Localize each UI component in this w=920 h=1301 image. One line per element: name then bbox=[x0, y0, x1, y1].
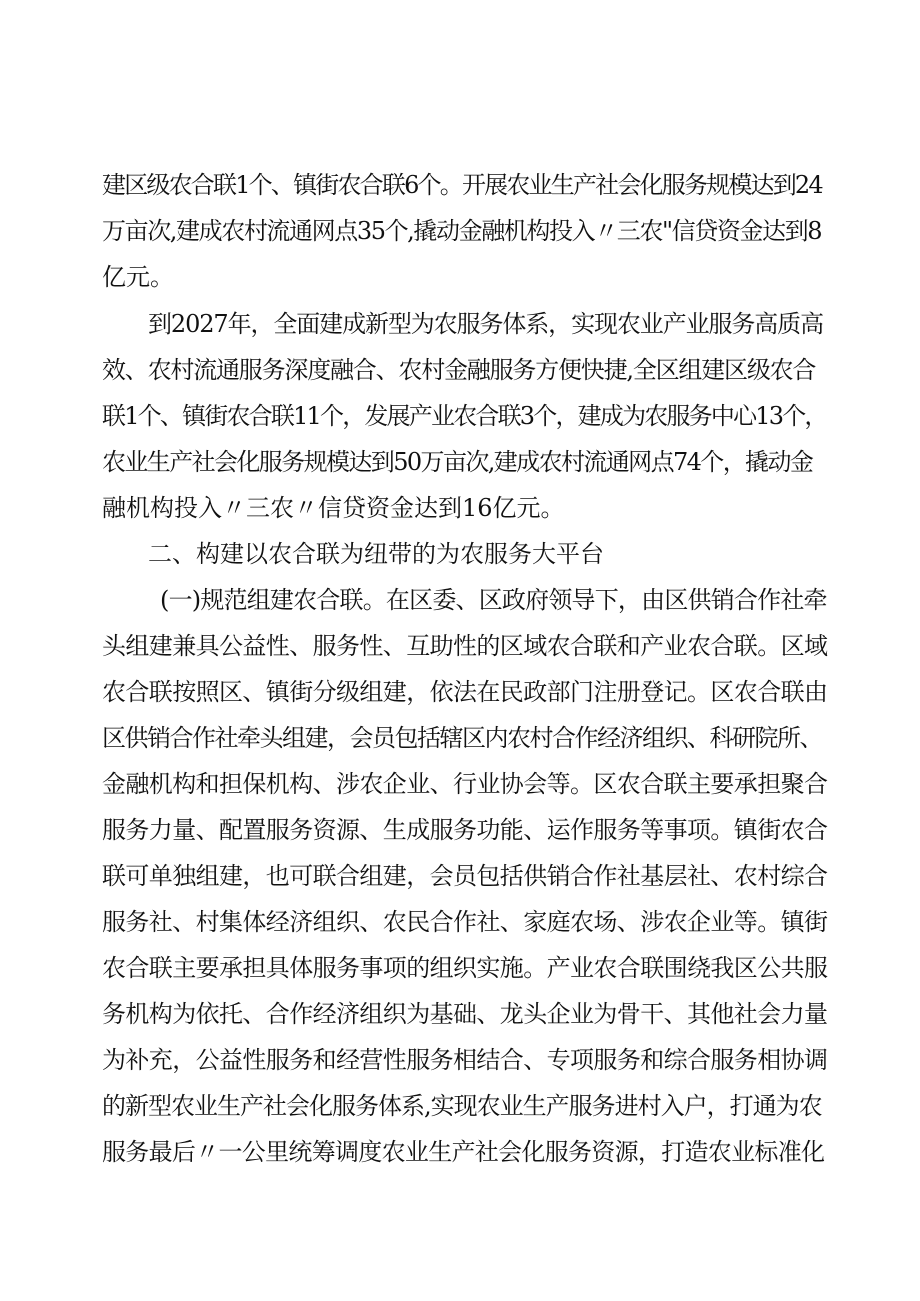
text-line: 融机构投入〃三农〃信贷资金达到16亿元。 bbox=[102, 494, 565, 522]
text-line: 亿元。 bbox=[102, 263, 174, 291]
section-heading: 二、构建以农合联为纽带的为农服务大平台 bbox=[148, 540, 604, 568]
text-line: 农业生产社会化服务规模达到50万亩次,建成农村流通网点74个，撬动金 bbox=[102, 448, 813, 476]
text-line: (一)规范组建农合联。在区委、区政府领导下，由区供销合作社牵 bbox=[160, 586, 827, 614]
text-line: 农合联按照区、镇街分级组建，依法在民政部门注册登记。区农合联由 bbox=[102, 678, 828, 706]
text-line: 服务社、村集体经济组织、农民合作社、家庭农场、涉农企业等。镇街 bbox=[102, 908, 828, 936]
text-line: 务机构为依托、合作经济组织为基础、龙头企业为骨干、其他社会力量 bbox=[102, 1000, 828, 1028]
text-line: 农合联主要承担具体服务事项的组织实施。产业农合联围绕我区公共服 bbox=[102, 954, 828, 982]
text-line: 效、农村流通服务深度融合、农村金融服务方便快捷,全区组建区级农合 bbox=[102, 356, 816, 384]
text-line: 区供销合作社牵头组建，会员包括辖区内农村合作经济组织、科研院所、 bbox=[102, 724, 822, 752]
text-line: 头组建兼具公益性、服务性、互助性的区域农合联和产业农合联。区域 bbox=[102, 632, 828, 660]
text-line: 服务最后〃一公里统筹调度农业生产社会化服务资源，打造农业标准化 bbox=[102, 1138, 825, 1166]
text-line: 为补充，公益性服务和经营性服务相结合、专项服务和综合服务相协调 bbox=[102, 1046, 828, 1074]
text-line: 金融机构和担保机构、涉农企业、行业协会等。区农合联主要承担聚合 bbox=[102, 770, 828, 798]
text-line: 万亩次,建成农村流通网点35个,撬动金融机构投入〃三农"信贷资金达到8 bbox=[102, 217, 822, 245]
text-line: 服务力量、配置服务资源、生成服务功能、运作服务等事项。镇街农合 bbox=[102, 816, 828, 844]
text-line: 的新型农业生产社会化服务体系,实现农业生产服务进村入户，打通为农 bbox=[102, 1092, 822, 1120]
text-line: 建区级农合联1个、镇街农合联6个。开展农业生产社会化服务规模达到24 bbox=[102, 171, 822, 199]
text-line: 联1个、镇街农合联11个，发展产业农合联3个，建成为农服务中心13个， bbox=[102, 402, 827, 430]
text-line: 到2027年，全面建成新型为农服务体系，实现农业产业服务高质高 bbox=[148, 310, 823, 338]
text-line: 联可单独组建，也可联合组建，会员包括供销合作社基层社、农村综合 bbox=[102, 862, 828, 890]
